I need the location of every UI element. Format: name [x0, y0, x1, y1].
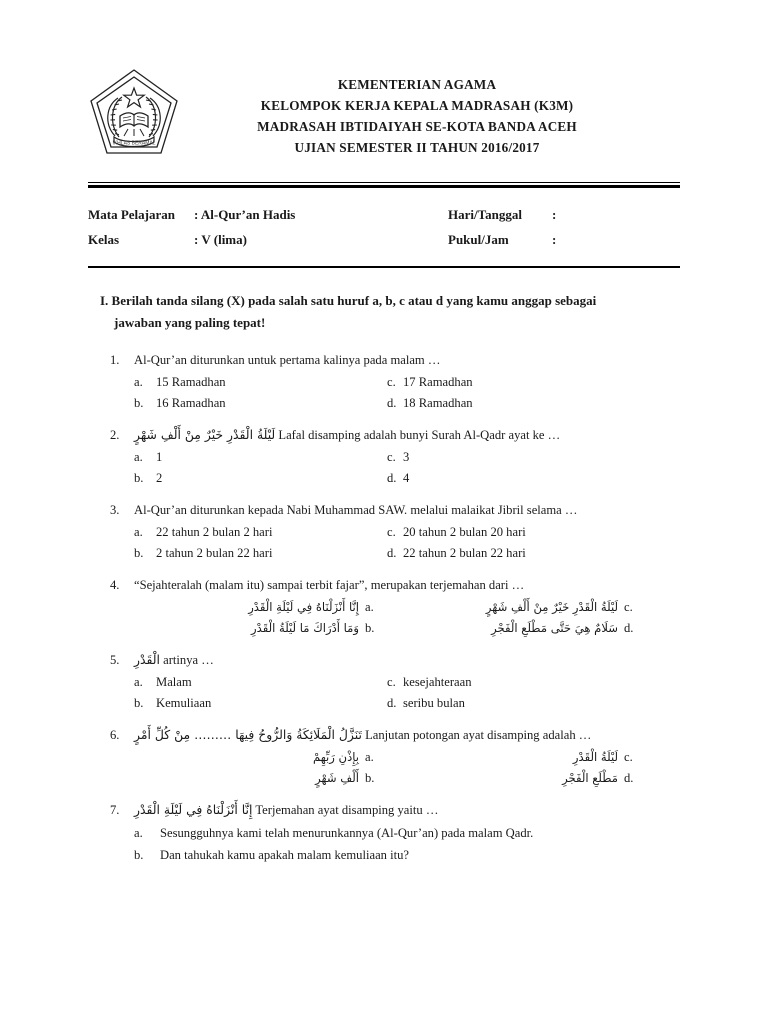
subject-row: [88, 202, 448, 227]
question-stem: [110, 425, 680, 445]
header-line-3: MADRASAH IBTIDAIYAH SE-KOTA BANDA ACEH: [257, 119, 577, 134]
answer-option-text: 2: [156, 471, 163, 485]
question-text: [134, 500, 680, 520]
class-row: [88, 227, 448, 252]
question-item: [110, 800, 680, 866]
answer-option-text: Malam: [156, 675, 192, 689]
answer-column-right: [387, 597, 640, 639]
day-date-label: Hari/Tanggal: [448, 207, 522, 222]
question-stem: [110, 350, 680, 370]
question-item: [110, 425, 680, 489]
answer-option-key: d.: [387, 546, 397, 560]
answer-option-text: سَلَامٌ هِيَ حَتَّى مَطْلَعِ الْفَجْرِ: [491, 621, 618, 635]
header-title-block: [184, 62, 680, 158]
answer-column-left: [134, 447, 387, 489]
answer-options: [110, 597, 680, 639]
question-arabic-text: تَنَزَّلُ الْمَلَائِكَةُ وَالرُّوحُ فِيهَا ……… مِنْ كُلِّ أَمْرٍ: [134, 727, 362, 742]
question-number: 7.: [110, 803, 120, 817]
question-number: 1.: [110, 353, 120, 367]
svg-text:IKHLAS BERAMAL: IKHLAS BERAMAL: [112, 140, 156, 147]
answer-option-text: إِنَّا أَنْزَلْنَاهُ فِي لَيْلَةِ الْقَدْرِ: [248, 600, 359, 614]
question-arabic-text: الْقَدْرِ: [134, 652, 160, 667]
question-text: [134, 350, 680, 370]
class-label: Kelas: [88, 232, 120, 247]
answer-option-key: c.: [387, 450, 396, 464]
question-arabic-text: لَيْلَةُ الْقَدْرِ خَيْرٌ مِنْ أَلْفِ شَهْرٍ: [134, 427, 276, 442]
question-arabic-text: إِنَّا أَنْزَلْنَاهُ فِي لَيْلَةِ الْقَدْرِ: [134, 802, 253, 817]
answer-option[interactable]: [134, 393, 387, 414]
question-stem: [110, 725, 680, 745]
info-divider-line: [88, 266, 680, 268]
header-line-1: KEMENTERIAN AGAMA: [337, 77, 497, 92]
time-value: :: [552, 232, 557, 247]
answer-option-key: b.: [134, 848, 144, 862]
answer-option-key: a.: [134, 826, 143, 840]
answer-column-right: [387, 522, 640, 564]
answer-option-text: مَطْلَعِ الْفَجْرِ: [562, 771, 618, 785]
question-number: 5.: [110, 653, 120, 667]
answer-option[interactable]: [387, 747, 640, 768]
answer-options: [110, 672, 680, 714]
class-value: : V (lima): [194, 232, 247, 247]
answer-option-text: 22 tahun 2 bulan 22 hari: [403, 546, 526, 560]
answer-option-key: a.: [134, 375, 143, 389]
answer-option-text: 18 Ramadhan: [403, 396, 473, 410]
question-body-text: Terjemahan ayat disamping yaitu …: [255, 803, 439, 817]
subject-label: Mata Pelajaran: [88, 207, 176, 222]
answer-column-right: [387, 372, 640, 414]
exam-info-left: [88, 202, 448, 252]
answer-option[interactable]: [387, 672, 640, 693]
answer-option-key: b.: [134, 396, 144, 410]
subject-value: : Al-Qur’an Hadis: [194, 207, 296, 222]
instruction-text: [88, 290, 660, 334]
answer-option-text: أَلْفِ شَهْرٍ: [315, 771, 359, 785]
answer-option-key: c.: [387, 375, 396, 389]
answer-option[interactable]: [134, 468, 387, 489]
question-stem: [110, 575, 680, 595]
question-item: [110, 575, 680, 639]
answer-option-key: a.: [134, 525, 143, 539]
kemenag-logo-icon: [88, 62, 184, 166]
question-text: [134, 650, 680, 670]
answer-option[interactable]: [387, 543, 640, 564]
question-stem: [110, 800, 680, 820]
exam-info-right: [448, 202, 556, 252]
answer-option[interactable]: [134, 768, 387, 789]
answer-option-text: 1: [156, 450, 163, 464]
question-number: 2.: [110, 428, 120, 442]
answer-option-key: d.: [387, 396, 397, 410]
answer-option-key: b.: [134, 471, 144, 485]
question-text: [134, 575, 680, 595]
answer-option-text: لَيْلَةُ الْقَدْرِ خَيْرٌ مِنْ أَلْفِ شَهْرٍ: [485, 600, 618, 614]
question-item: [110, 350, 680, 414]
answer-column-left: [134, 672, 387, 714]
answer-option[interactable]: [134, 447, 387, 468]
answer-option[interactable]: [387, 372, 640, 393]
answer-option-text: بِإِذْنِ رَبِّهِمْ: [312, 750, 359, 764]
document-header: [88, 0, 680, 166]
question-stem: [110, 650, 680, 670]
question-number: 4.: [110, 578, 120, 592]
instruction-line-2: jawaban yang paling tepat!: [114, 315, 266, 330]
answer-column-right: [387, 747, 640, 789]
answer-option-text: seribu bulan: [403, 696, 465, 710]
answer-option-key: d.: [624, 771, 634, 785]
answer-option-text: 20 tahun 2 bulan 20 hari: [403, 525, 526, 539]
answer-option-text: 4: [403, 471, 410, 485]
answer-options: [110, 822, 680, 866]
question-item: [110, 650, 680, 714]
answer-option-key: d.: [387, 471, 397, 485]
answer-option-key: a.: [365, 600, 374, 614]
header-line-4: UJIAN SEMESTER II TAHUN 2016/2017: [294, 140, 540, 155]
question-text: [134, 725, 680, 745]
question-number: 3.: [110, 503, 120, 517]
answer-column-left: [134, 522, 387, 564]
answer-option-key: b.: [134, 546, 144, 560]
day-date-value: :: [552, 207, 557, 222]
answer-options: [110, 372, 680, 414]
time-label: Pukul/Jam: [448, 232, 509, 247]
answer-option-text: وَمَا أَدْرَاكَ مَا لَيْلَةُ الْقَدْرِ: [251, 621, 359, 635]
answer-option[interactable]: [134, 747, 387, 768]
answer-option-key: b.: [365, 771, 375, 785]
answer-option-key: b.: [365, 621, 375, 635]
time-row: [448, 227, 556, 252]
answer-option-key: d.: [387, 696, 397, 710]
question-body-text: Al-Qur’an diturunkan untuk pertama kalinya pada malam …: [134, 353, 441, 367]
answer-column-right: [387, 447, 640, 489]
question-text: [134, 425, 680, 445]
answer-option[interactable]: [134, 597, 387, 618]
answer-option[interactable]: [387, 597, 640, 618]
question-stem: [110, 500, 680, 520]
answer-options: [110, 522, 680, 564]
answer-column-left: [134, 597, 387, 639]
answer-column-left: [134, 747, 387, 789]
answer-option[interactable]: [134, 693, 387, 714]
answer-option-text: kesejahteraan: [403, 675, 472, 689]
answer-option-key: a.: [365, 750, 374, 764]
answer-option-text: Kemuliaan: [156, 696, 212, 710]
answer-option[interactable]: [387, 522, 640, 543]
answer-column-right: [387, 672, 640, 714]
header-line-2: KELOMPOK KERJA KEPALA MADRASAH (K3M): [260, 98, 574, 113]
answer-option-key: c.: [387, 525, 396, 539]
answer-option-key: c.: [624, 600, 633, 614]
answer-option-key: b.: [134, 696, 144, 710]
answer-option-text: Dan tahukah kamu apakah malam kemuliaan itu?: [160, 848, 409, 862]
answer-option[interactable]: [387, 618, 640, 639]
question-text: [134, 800, 680, 820]
answer-option-text: لَيْلَةُ الْقَدْرِ: [572, 750, 618, 764]
question-item: [110, 725, 680, 789]
exam-info-block: [88, 188, 680, 256]
answer-option-key: c.: [387, 675, 396, 689]
answer-option[interactable]: [134, 672, 387, 693]
answer-option[interactable]: [134, 372, 387, 393]
day-date-row: [448, 202, 556, 227]
answer-option-text: 2 tahun 2 bulan 22 hari: [156, 546, 273, 560]
answer-option[interactable]: [134, 844, 680, 866]
answer-column-left: [134, 372, 387, 414]
answer-option[interactable]: [134, 822, 680, 844]
question-body-text: Lanjutan potongan ayat disamping adalah …: [365, 728, 592, 742]
question-item: [110, 500, 680, 564]
answer-option[interactable]: [387, 768, 640, 789]
answer-option-text: 17 Ramadhan: [403, 375, 473, 389]
answer-option-text: 16 Ramadhan: [156, 396, 226, 410]
answer-option[interactable]: [134, 543, 387, 564]
answer-option[interactable]: [134, 522, 387, 543]
answer-option[interactable]: [387, 447, 640, 468]
question-body-text: “Sejahteralah (malam itu) sampai terbit fajar”, merupakan terjemahan dari …: [134, 578, 525, 592]
question-number: 6.: [110, 728, 120, 742]
answer-options: [110, 447, 680, 489]
question-body-text: Lafal disamping adalah bunyi Surah Al-Qadr ayat ke …: [278, 428, 561, 442]
answer-option[interactable]: [387, 393, 640, 414]
answer-option-key: c.: [624, 750, 633, 764]
answer-option-key: a.: [134, 675, 143, 689]
answer-option-text: 22 tahun 2 bulan 2 hari: [156, 525, 273, 539]
answer-option-text: Sesungguhnya kami telah menurunkannya (Al-Qur’an) pada malam Qadr.: [160, 826, 534, 840]
question-list: [88, 350, 680, 866]
answer-option-text: 3: [403, 450, 410, 464]
answer-option-text: 15 Ramadhan: [156, 375, 226, 389]
question-body-text: Al-Qur’an diturunkan kepada Nabi Muhammad SAW. melalui malaikat Jibril selama …: [134, 503, 578, 517]
question-body-text: artinya …: [163, 653, 214, 667]
answer-option-key: a.: [134, 450, 143, 464]
answer-option[interactable]: [387, 693, 640, 714]
answer-option[interactable]: [134, 618, 387, 639]
answer-option-key: d.: [624, 621, 634, 635]
answer-options: [110, 747, 680, 789]
answer-option[interactable]: [387, 468, 640, 489]
instruction-line-1: I. Berilah tanda silang (X) pada salah satu huruf a, b, c atau d yang kamu anggap sebagai: [100, 293, 597, 308]
